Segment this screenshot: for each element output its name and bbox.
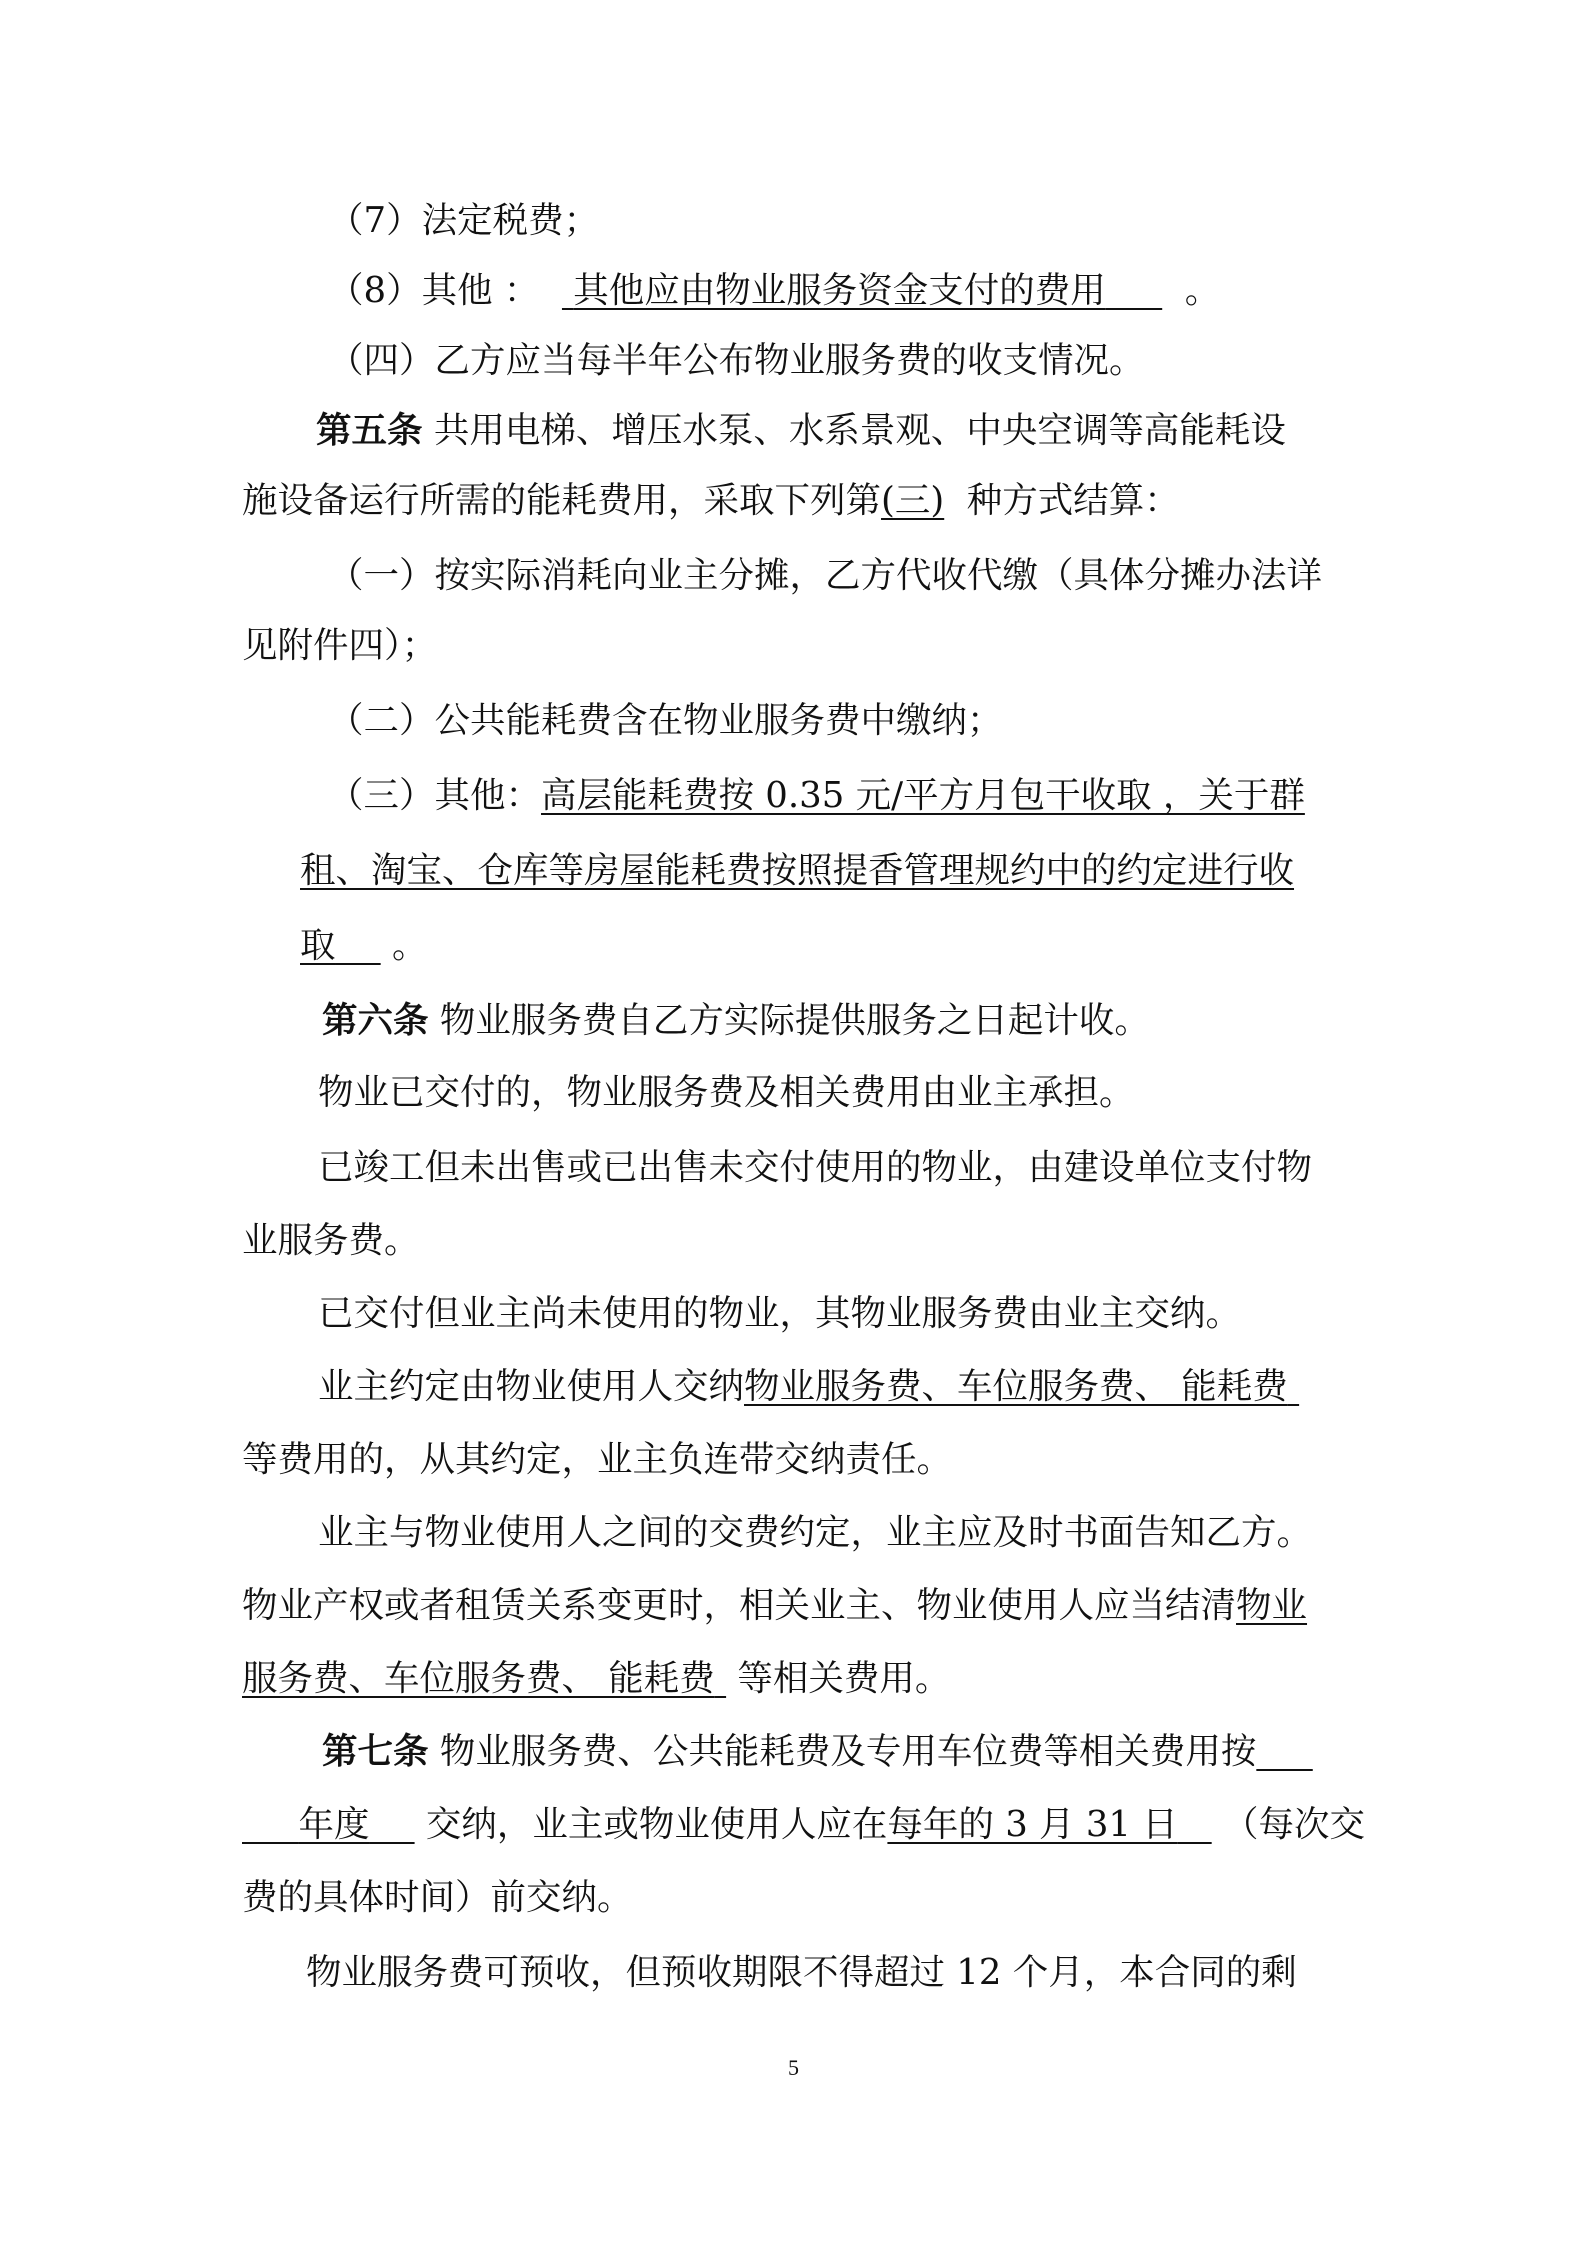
filled-blank-option-3: 高层能耗费按 0.35 元/平方月包干收取 ，关于群	[541, 775, 1305, 816]
article-7-line-2: 年度 交纳，业主或物业使用人应在每年的 3 月 31 日 （每次交	[242, 1802, 1362, 1848]
line-user-payment-cont: 等费用的，从其约定，业主负连带交纳责任。	[242, 1439, 953, 1480]
line-unsold-property: 已竣工但未出售或已出售未交付使用的物业，由建设单位支付物	[318, 1147, 1313, 1188]
line-notify-party-b: 业主与物业使用人之间的交费约定，业主应及时书面告知乙方。	[318, 1512, 1313, 1553]
line-user-payment: 业主约定由物业使用人交纳物业服务费、车位服务费、 能耗费	[318, 1364, 1438, 1410]
line-prepayment: 物业服务费可预收，但预收期限不得超过 12 个月，本合同的剩	[306, 1952, 1297, 1993]
line-option-1-cont: 见附件四）；	[242, 625, 438, 666]
filled-blank-method: (三)	[881, 480, 945, 521]
article-6-label: 第六条	[322, 1000, 429, 1041]
article-5-heading-line: 第五条 共用电梯、增压水泵、水系景观、中央空调等高能耗设	[316, 410, 1286, 451]
line-unused-property: 已交付但业主尚未使用的物业，其物业服务费由业主交纳。	[318, 1293, 1242, 1334]
article-7-line-3: 费的具体时间）前交纳。	[242, 1877, 633, 1918]
filled-blank-period: 年度	[298, 1804, 370, 1845]
article-7-label: 第七条	[322, 1731, 429, 1772]
line-ownership-change-cont: 服务费、车位服务费、 能耗费 等相关费用。	[242, 1658, 951, 1699]
line-option-1: （一）按实际消耗向业主分摊，乙方代收代缴（具体分摊办法详	[328, 555, 1323, 596]
line-delivered-property: 物业已交付的，物业服务费及相关费用由业主承担。	[318, 1072, 1135, 1113]
filled-blank-other-fees: 其他应由物业服务资金支付的费用	[573, 270, 1106, 311]
article-6-heading-line: 第六条 物业服务费自乙方实际提供服务之日起计收。	[322, 1000, 1150, 1041]
filled-blank-fees: 物业服务费、车位服务费、 能耗费	[744, 1366, 1288, 1407]
line-option-3: （三）其他：高层能耗费按 0.35 元/平方月包干收取 ，关于群	[328, 775, 1305, 816]
line-other-fees: （8）其他 ： 其他应由物业服务资金支付的费用 。	[328, 270, 1221, 311]
line-ownership-change: 物业产权或者租赁关系变更时，相关业主、物业使用人应当结清物业	[242, 1585, 1308, 1626]
filled-blank-due-date: 每年的 3 月 31 日	[887, 1804, 1178, 1845]
article-5-line-2: 施设备运行所需的能耗费用，采取下列第(三) 种方式结算：	[242, 480, 1180, 521]
line-option-2: （二）公共能耗费含在物业服务费中缴纳；	[328, 700, 1003, 741]
line-legal-taxes: （7）法定税费；	[328, 200, 600, 241]
page-number: 5	[788, 2055, 799, 2080]
line-option-3-end: 取 。	[300, 925, 428, 966]
line-publish-expenses: （四）乙方应当每半年公布物业服务费的收支情况。	[328, 340, 1145, 381]
article-5-label: 第五条	[316, 410, 423, 451]
article-7-heading-line: 第七条 物业服务费、公共能耗费及专用车位费等相关费用按	[322, 1731, 1257, 1772]
line-unsold-property-cont: 业服务费。	[242, 1220, 420, 1261]
filled-blank-settle-fees: 服务费、车位服务费、 能耗费	[242, 1658, 715, 1699]
line-option-3-cont: 租、淘宝、仓库等房屋能耗费按照提香管理规约中的约定进行收	[300, 850, 1295, 891]
